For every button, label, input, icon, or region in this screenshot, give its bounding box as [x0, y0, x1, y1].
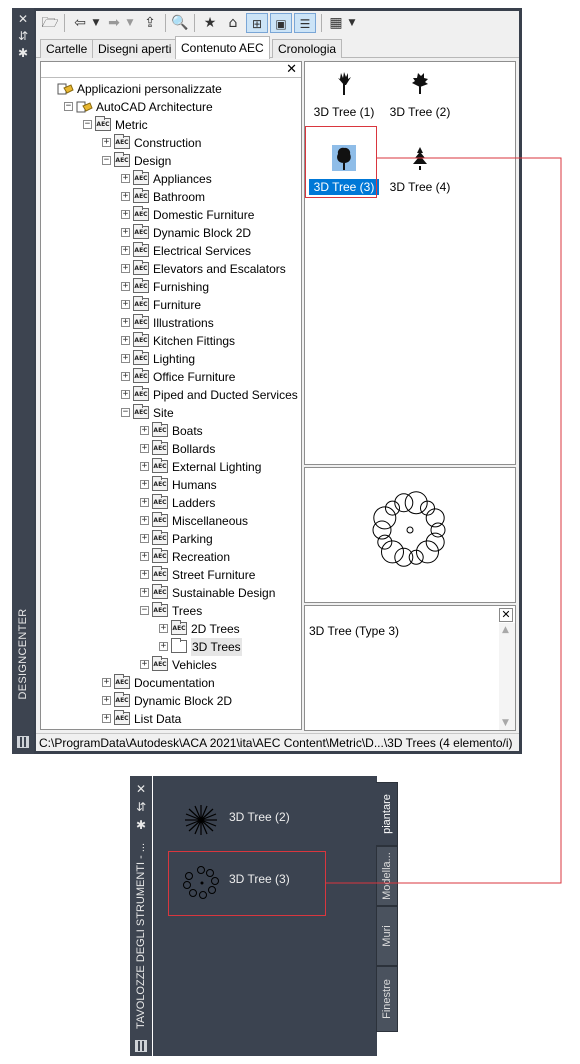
expand-icon[interactable]: +: [122, 353, 129, 363]
aec-folder-icon: AEC: [133, 190, 149, 203]
tree-item-label: Recreation: [172, 550, 231, 564]
tree-item[interactable]: [41, 530, 299, 548]
tree-elevation-icon: [408, 70, 432, 96]
tree-item-label: Appliances: [153, 172, 212, 186]
tree-elevation-icon: [408, 145, 432, 171]
tree-item[interactable]: [41, 278, 299, 296]
tree-item[interactable]: [41, 656, 299, 674]
aec-folder-icon: AEC: [114, 154, 130, 167]
designcenter-tabs: [36, 36, 519, 58]
tree-item[interactable]: [41, 458, 299, 476]
canopy-circle: [378, 535, 392, 549]
tree-item[interactable]: [41, 404, 299, 422]
tab-modella[interactable]: Modella...: [376, 846, 398, 906]
tree-plan-icon: [183, 804, 219, 836]
aec-folder-icon: AEC: [114, 136, 130, 149]
expand-icon[interactable]: +: [122, 209, 129, 219]
tab-disegni-aperti[interactable]: Disegni aperti: [92, 39, 177, 58]
trunk-circle: [407, 527, 413, 533]
tree-item-label: Piped and Ducted Services: [153, 388, 298, 402]
content-pane: [304, 61, 516, 465]
designcenter-toolbar: [36, 11, 519, 35]
expand-icon[interactable]: +: [141, 497, 148, 507]
expand-icon[interactable]: +: [141, 533, 148, 543]
tree-item-label: Electrical Services: [153, 244, 252, 258]
aec-folder-icon: AEC: [133, 226, 149, 239]
tree-item[interactable]: [41, 368, 299, 386]
tree-item[interactable]: [41, 548, 299, 566]
properties-icon[interactable]: ✱: [135, 818, 147, 832]
tool-palette-tabs: [376, 782, 400, 1052]
aec-folder-icon: AEC: [152, 424, 168, 437]
highlight-box-source: [305, 126, 377, 198]
tree-item-label: Office Furniture: [153, 370, 236, 384]
tree-item-label: Furniture: [153, 298, 202, 312]
tree-item-label: Furnishing: [153, 280, 210, 294]
description-pane: [304, 605, 516, 731]
aec-folder-icon: AEC: [133, 208, 149, 221]
tree-item-label: Domestic Furniture: [153, 208, 255, 222]
tree-item[interactable]: [41, 674, 299, 692]
tree-item[interactable]: [41, 422, 299, 440]
tree-item[interactable]: [41, 314, 299, 332]
aec-folder-icon: AEC: [114, 712, 130, 725]
expand-icon[interactable]: +: [141, 425, 148, 435]
thumbnail-label: 3D Tree (4): [389, 180, 451, 194]
tree-item-label: AutoCAD Architecture: [96, 100, 213, 114]
expand-icon[interactable]: +: [103, 677, 110, 687]
aec-folder-icon: AEC: [152, 532, 168, 545]
tree-view-toggle-icon[interactable]: ⊞: [246, 13, 268, 33]
forward-dropdown-icon[interactable]: ▼: [126, 18, 134, 28]
favorites-icon[interactable]: ★: [203, 15, 217, 31]
expand-icon[interactable]: +: [141, 587, 148, 597]
tree-item[interactable]: [41, 512, 299, 530]
tab-piantare[interactable]: piantare: [376, 782, 398, 846]
tree-item[interactable]: [41, 584, 299, 602]
tree-item-label: Applicazioni personalizzate: [77, 82, 222, 96]
tab-muri[interactable]: Muri: [376, 906, 398, 966]
designcenter-body: [36, 11, 519, 751]
tree-item-label: Boats: [172, 424, 203, 438]
aec-folder-icon: AEC: [152, 658, 168, 671]
folder-tree: [40, 61, 302, 730]
expand-icon[interactable]: +: [141, 461, 148, 471]
expand-icon[interactable]: +: [122, 299, 129, 309]
expand-icon[interactable]: +: [122, 317, 129, 327]
tree-item-label: Ladders: [172, 496, 216, 510]
designcenter-window: [12, 8, 522, 754]
tree-item-label: Miscellaneous: [172, 514, 249, 528]
tree-item[interactable]: [41, 440, 299, 458]
properties-icon[interactable]: ✱: [17, 46, 29, 60]
tree-item-label: Documentation: [134, 676, 215, 690]
description-icon[interactable]: ☰: [294, 13, 316, 33]
tree-item[interactable]: [41, 710, 299, 728]
aec-folder-icon: AEC: [152, 550, 168, 563]
thumbnail-label: 3D Tree (2): [389, 105, 451, 119]
toolbar-separator: [165, 14, 166, 32]
tree-item-label: Vehicles: [172, 658, 217, 672]
tree-item-label: Bollards: [172, 442, 216, 456]
expand-icon[interactable]: +: [122, 281, 129, 291]
tree-item-label: Dynamic Block 2D: [134, 694, 233, 708]
aec-folder-icon: AEC: [133, 406, 149, 419]
tree-item[interactable]: [41, 242, 299, 260]
expand-icon[interactable]: +: [141, 479, 148, 489]
thumbnail-label: 3D Tree (3): [309, 179, 379, 195]
tool-label: 3D Tree (3): [229, 872, 290, 886]
aec-folder-icon: AEC: [152, 496, 168, 509]
highlight-box-target: [168, 851, 326, 916]
aec-folder-icon: AEC: [133, 262, 149, 275]
tree-item[interactable]: [41, 188, 299, 206]
expand-icon[interactable]: +: [103, 713, 110, 723]
tree-item[interactable]: [41, 224, 299, 242]
tree-elevation-icon: [332, 70, 356, 96]
expand-icon[interactable]: +: [122, 227, 129, 237]
tree-header: [41, 62, 301, 78]
tree-item[interactable]: [41, 476, 299, 494]
tree-item-label: 3D Trees: [192, 640, 241, 654]
aec-folder-icon: AEC: [152, 568, 168, 581]
close-icon[interactable]: ✕: [286, 62, 297, 77]
close-icon[interactable]: ✕: [135, 782, 147, 796]
tool-palettes-title: TAVOLOZZE DEGLI STRUMENTI - ...: [135, 843, 147, 1029]
tree-item[interactable]: [41, 170, 299, 188]
tree-item[interactable]: [41, 692, 299, 710]
canopy-circle: [386, 501, 400, 515]
tree-item-label: Kitchen Fittings: [153, 334, 236, 348]
expand-icon[interactable]: +: [122, 173, 129, 183]
collapse-icon[interactable]: −: [84, 119, 91, 129]
tree-item[interactable]: [41, 296, 299, 314]
application-icon: [76, 100, 92, 113]
aec-folder-icon: AEC: [114, 676, 130, 689]
tree-item-label: Lighting: [153, 352, 196, 366]
tab-cartelle[interactable]: Cartelle: [40, 39, 93, 58]
tree-item-label: Construction: [134, 136, 202, 150]
tree-item[interactable]: [41, 98, 299, 116]
toolbar-separator: [64, 14, 65, 32]
aec-folder-icon: AEC: [133, 244, 149, 257]
status-bar: [36, 733, 519, 751]
expand-icon[interactable]: +: [141, 515, 148, 525]
aec-folder-icon: AEC: [152, 460, 168, 473]
tab-contenuto-aec[interactable]: Contenuto AEC: [175, 36, 270, 59]
status-path: C:\ProgramData\Autodesk\ACA 2021\ita\AEC Content\Metric\D...\3D Trees (4 elemento/i): [39, 736, 513, 750]
tree-item-label: Site: [153, 406, 174, 420]
canopy-circle: [374, 507, 396, 529]
tree-item[interactable]: [41, 206, 299, 224]
expand-icon[interactable]: +: [122, 371, 129, 381]
description-scrollbar[interactable]: [499, 623, 515, 730]
aec-folder-icon: AEC: [171, 622, 187, 635]
close-icon[interactable]: ✕: [499, 608, 513, 622]
application-icon: [57, 82, 73, 95]
aec-folder-icon: AEC: [114, 694, 130, 707]
tool-label: 3D Tree (2): [229, 810, 290, 824]
tree-item-label: Illustrations: [153, 316, 214, 330]
views-dropdown-icon[interactable]: ▼: [348, 18, 356, 28]
scroll-up-icon[interactable]: ▲: [502, 625, 509, 635]
aec-folder-icon: AEC: [133, 172, 149, 185]
tree-item-label: Street Furniture: [172, 568, 256, 582]
expand-icon[interactable]: +: [141, 551, 148, 561]
canopy-circle: [382, 541, 404, 563]
palette-grip-icon[interactable]: [135, 1040, 147, 1052]
views-icon[interactable]: ▦: [329, 15, 343, 31]
aec-folder-icon: AEC: [152, 442, 168, 455]
folder-icon: [171, 640, 187, 653]
aec-folder-icon: AEC: [152, 478, 168, 491]
tab-finestre[interactable]: Finestre: [376, 966, 398, 1032]
expand-icon[interactable]: +: [122, 389, 129, 399]
expand-icon[interactable]: +: [141, 659, 148, 669]
aec-folder-icon: AEC: [133, 388, 149, 401]
tree-item-label: Dynamic Block 2D: [153, 226, 252, 240]
thumbnail-item[interactable]: [385, 66, 455, 130]
tree-item[interactable]: [41, 116, 299, 134]
collapse-icon[interactable]: −: [65, 101, 72, 111]
tree-item-label: Humans: [172, 478, 217, 492]
aec-folder-icon: AEC: [152, 586, 168, 599]
thumbnail-item[interactable]: [385, 141, 455, 205]
tree-item[interactable]: [41, 260, 299, 278]
expand-icon[interactable]: +: [160, 641, 167, 651]
expand-icon[interactable]: +: [122, 263, 129, 273]
aec-folder-icon: AEC: [133, 352, 149, 365]
tree-item[interactable]: [41, 350, 299, 368]
expand-icon[interactable]: +: [103, 695, 110, 705]
tool-palettes-title-strip: [130, 776, 152, 1056]
back-dropdown-icon[interactable]: ▼: [92, 18, 100, 28]
canopy-circle: [417, 541, 439, 563]
canopy-circle: [426, 509, 444, 527]
preview-icon[interactable]: ▣: [270, 13, 292, 33]
designcenter-title-strip: [12, 8, 34, 754]
tree-item-label: 2D Trees: [191, 622, 240, 636]
aec-folder-icon: AEC: [133, 280, 149, 293]
thumbnail-label: 3D Tree (1): [313, 105, 375, 119]
tree-item[interactable]: [41, 80, 299, 98]
expand-icon[interactable]: +: [122, 245, 129, 255]
tab-cronologia[interactable]: Cronologia: [272, 39, 342, 58]
tree-item-label: Sustainable Design: [172, 586, 276, 600]
tool-palette-content: [153, 776, 377, 1056]
tree-item[interactable]: [41, 386, 299, 404]
tree-item-label: Metric: [115, 118, 148, 132]
description-text: 3D Tree (Type 3): [309, 624, 400, 638]
collapse-icon[interactable]: −: [103, 155, 110, 165]
aec-folder-icon: AEC: [152, 604, 168, 617]
close-icon[interactable]: ✕: [17, 12, 29, 26]
tree-item-label: Elevators and Escalators: [153, 262, 286, 276]
tree-item[interactable]: [41, 332, 299, 350]
aec-folder-icon: AEC: [133, 298, 149, 311]
designcenter-title: DESIGNCENTER: [17, 608, 29, 700]
tree-plan-preview: [305, 468, 515, 602]
collapse-icon[interactable]: −: [141, 605, 148, 615]
canopy-circle: [431, 523, 445, 537]
expand-icon[interactable]: +: [141, 569, 148, 579]
tree-item[interactable]: [41, 638, 299, 656]
up-icon[interactable]: ⇪: [144, 15, 156, 31]
tool-palettes-window: [130, 776, 400, 1056]
canopy-circle: [405, 492, 427, 514]
tree-item[interactable]: [41, 602, 299, 620]
back-icon[interactable]: ⇦: [74, 15, 86, 31]
tree-item-label: List Data: [134, 712, 182, 726]
thumbnail-item[interactable]: [309, 66, 379, 130]
tree-item[interactable]: [41, 566, 299, 584]
load-icon[interactable]: 🗁: [41, 15, 59, 31]
tree-item[interactable]: [41, 620, 299, 638]
autohide-icon[interactable]: ⇵: [135, 800, 147, 814]
tool-item[interactable]: [153, 798, 377, 838]
tree-item[interactable]: [41, 494, 299, 512]
tree-item-label: External Lighting: [172, 460, 262, 474]
tree-item-label: Trees: [172, 604, 203, 618]
palette-grip-icon[interactable]: [17, 736, 29, 748]
canopy-circle: [426, 533, 444, 551]
tree-item-label: Bathroom: [153, 190, 206, 204]
autohide-icon[interactable]: ⇵: [17, 29, 29, 43]
aec-folder-icon: AEC: [152, 514, 168, 527]
aec-folder-icon: AEC: [133, 316, 149, 329]
aec-folder-icon: AEC: [133, 370, 149, 383]
preview-pane: [304, 467, 516, 603]
tree-item-label: Parking: [172, 532, 213, 546]
toolbar-separator: [321, 14, 322, 32]
expand-icon[interactable]: +: [160, 623, 167, 633]
forward-icon[interactable]: ➡: [108, 15, 120, 31]
home-icon[interactable]: ⌂: [228, 15, 238, 31]
search-icon[interactable]: 🔍: [171, 15, 189, 31]
toolbar-separator: [194, 14, 195, 32]
scroll-down-icon[interactable]: ▼: [502, 718, 509, 728]
expand-icon[interactable]: +: [122, 335, 129, 345]
expand-icon[interactable]: +: [103, 137, 110, 147]
aec-folder-icon: AEC: [95, 118, 111, 131]
expand-icon[interactable]: +: [141, 443, 148, 453]
tree-item[interactable]: [41, 152, 299, 170]
tree-item-label: Design: [134, 154, 172, 168]
aec-folder-icon: AEC: [133, 334, 149, 347]
collapse-icon[interactable]: −: [122, 407, 129, 417]
expand-icon[interactable]: +: [122, 191, 129, 201]
tree-item[interactable]: [41, 134, 299, 152]
